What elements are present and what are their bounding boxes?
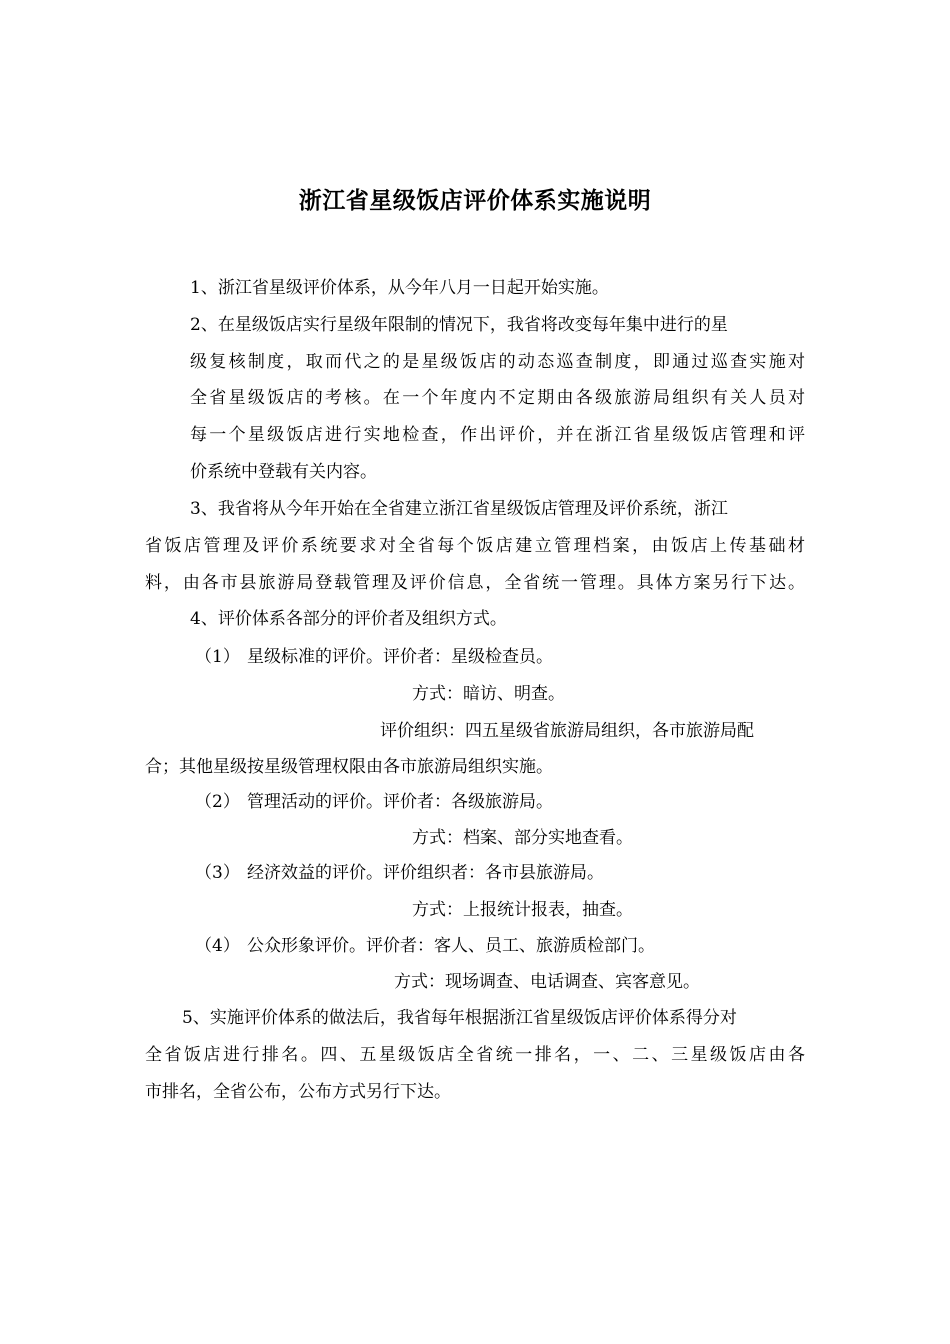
paragraph-line: 3、我省将从今年开始在全省建立浙江省星级饭店管理及评价系统，浙江: [190, 499, 728, 519]
method-line: 方式：档案、部分实地查看。: [412, 828, 633, 848]
list-item-number: （3）: [195, 863, 240, 883]
paragraph-line: 2、在星级饭店实行星级年限制的情况下，我省将改变每年集中进行的星: [190, 315, 728, 335]
paragraph-line: 合；其他星级按星级管理权限由各市旅游局组织实施。: [145, 757, 553, 777]
paragraph-line: 全省饭店进行排名。四、五星级饭店全省统一排名，一、二、三星级饭店由各: [145, 1045, 805, 1065]
document-title: 浙江省星级饭店评价体系实施说明: [298, 187, 652, 214]
paragraph-line: 级复核制度，取而代之的是星级饭店的动态巡查制度，即通过巡查实施对: [190, 352, 805, 372]
paragraph-line: 全省星级饭店的考核。在一个年度内不定期由各级旅游局组织有关人员对: [190, 388, 805, 408]
list-item: [195, 934, 655, 958]
paragraph-line: 省饭店管理及评价系统要求对全省每个饭店建立管理档案，由饭店上传基础材: [145, 536, 805, 556]
list-item-text: 公众形象评价。评价者：客人、员工、旅游质检部门。: [247, 936, 655, 956]
method-line: 评价组织：四五星级省旅游局组织，各市旅游局配: [380, 721, 754, 741]
list-item: [195, 790, 553, 814]
list-item: [195, 861, 604, 885]
paragraph-line: 市排名，全省公布，公布方式另行下达。: [145, 1082, 451, 1102]
paragraph-line: 1、浙江省星级评价体系，从今年八月一日起开始实施。: [190, 278, 609, 298]
list-item-number: （1）: [195, 647, 240, 667]
paragraph-line: 4、评价体系各部分的评价者及组织方式。: [190, 609, 507, 629]
list-item-number: （2）: [195, 792, 240, 812]
method-line: 方式：上报统计报表，抽查。: [412, 900, 633, 920]
paragraph-line: 价系统中登载有关内容。: [190, 462, 377, 482]
paragraph-line: 料，由各市县旅游局登载管理及评价信息，全省统一管理。具体方案另行下达。: [145, 573, 805, 593]
list-item: [195, 645, 553, 669]
method-line: 方式：现场调查、电话调查、宾客意见。: [394, 972, 700, 992]
paragraph-line: 每一个星级饭店进行实地检查，作出评价，并在浙江省星级饭店管理和评: [190, 425, 805, 445]
list-item-text: 管理活动的评价。评价者：各级旅游局。: [247, 792, 553, 812]
method-line: 方式：暗访、明查。: [412, 684, 565, 704]
list-item-number: （4）: [195, 936, 240, 956]
paragraph-line: 5、实施评价体系的做法后，我省每年根据浙江省星级饭店评价体系得分对: [182, 1008, 737, 1028]
list-item-text: 星级标准的评价。评价者：星级检查员。: [247, 647, 553, 667]
list-item-text: 经济效益的评价。评价组织者：各市县旅游局。: [247, 863, 604, 883]
